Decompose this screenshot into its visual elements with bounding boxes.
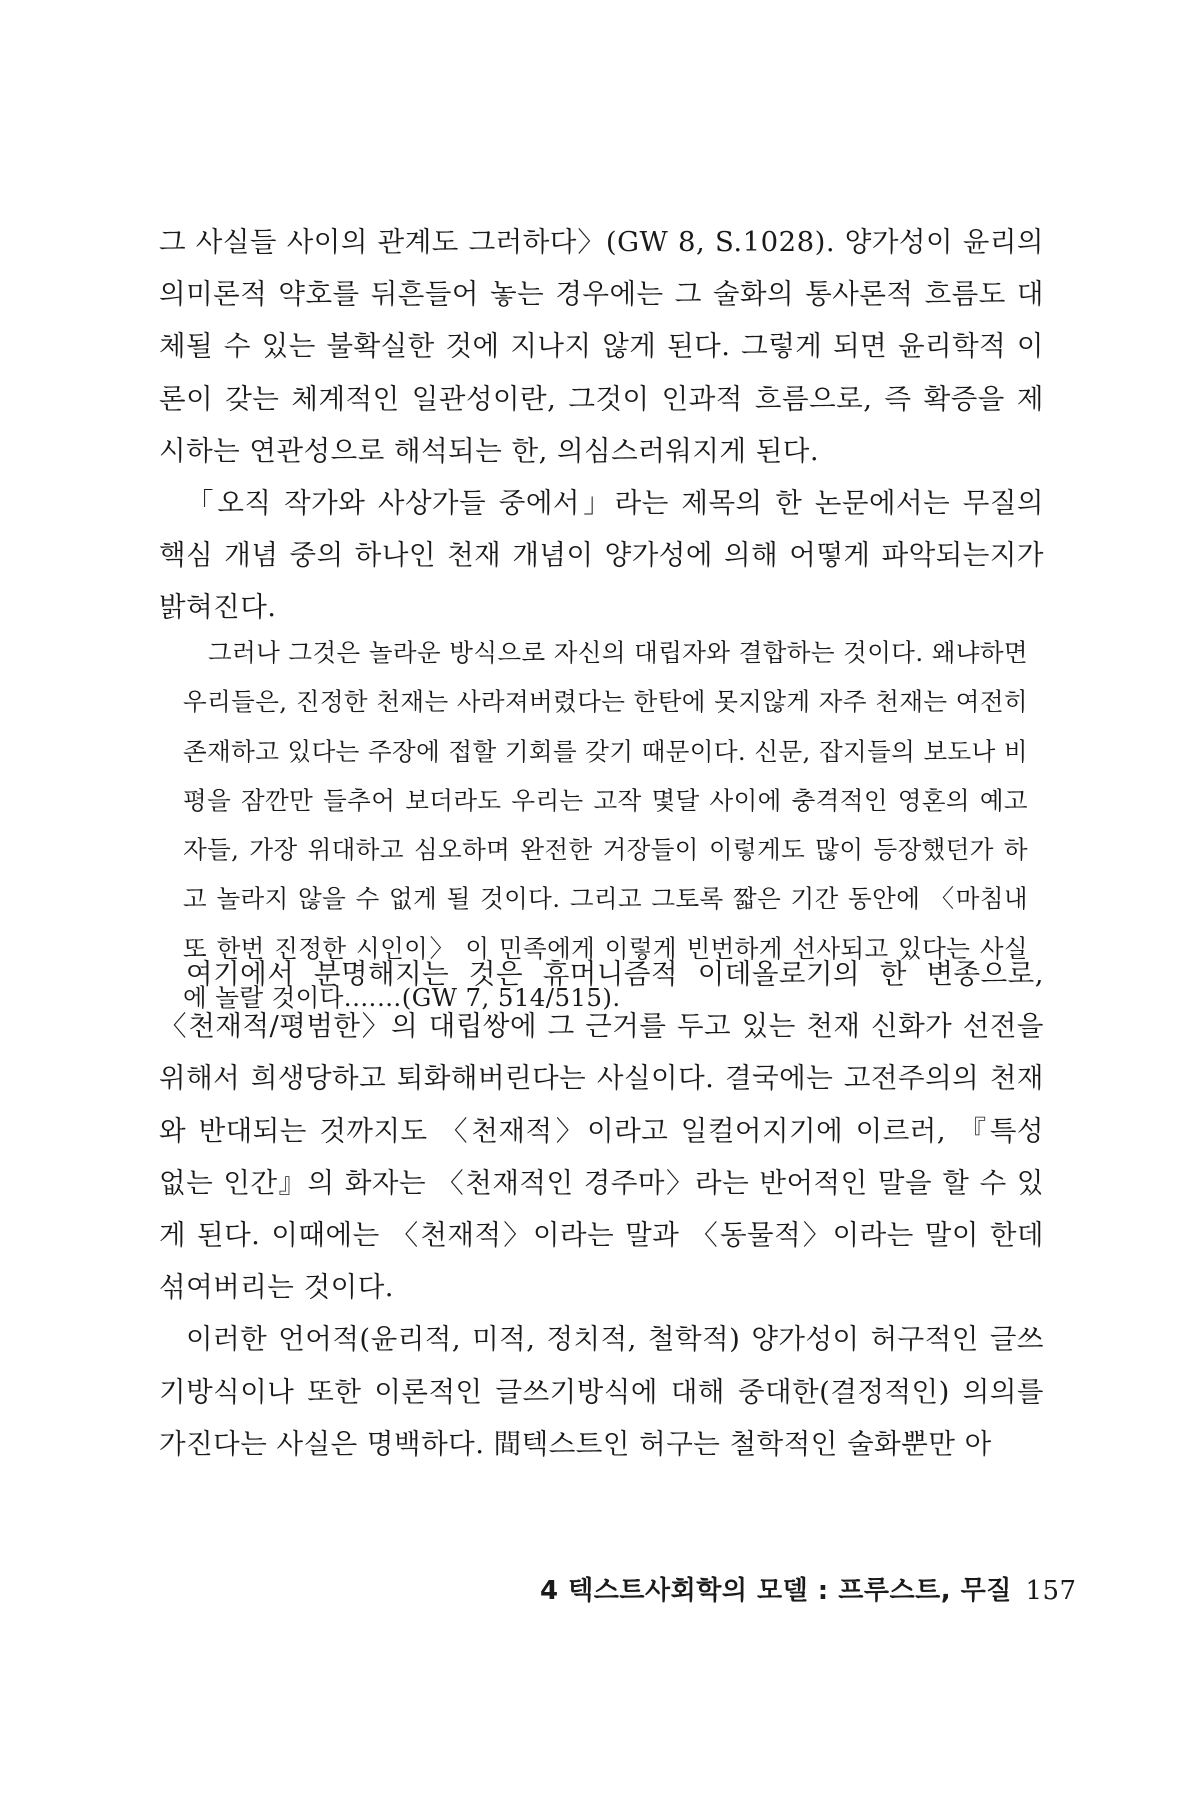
body-text-bottom [159,948,1044,1470]
body-text-top [159,216,1044,634]
page-number: 157 [1025,1576,1077,1606]
body-paragraph: 여기에서 분명해지는 것은 휴머니즘적 이데올로기의 한 변종으로, 〈천재적/평범한〉의 대립쌍에 그 근거를 두고 있는 천재 신화가 선전을 위해서 희생당하고 퇴화해버린다는 사실이다. 결국에는 고전주의의 천재와 반대되는 것까지도 〈천재적〉이라고 일컬어지기에 이르러, 『특성 없는 인간』의 화자는 〈천재적인 경주마〉라는 반어적인 말을 할 수 있게 된다. 이때에는 〈천재적〉이라는 말과 〈동물적〉이라는 말이 한데 섞여버리는 것이다. [159,958,1044,1304]
body-paragraph: 「오직 작가와 사상가들 중에서」라는 제목의 한 논문에서는 무질의 핵심 개념 중의 하나인 천재 개념이 양가성에 의해 어떻게 파악되는지가 밝혀진다. [159,487,1044,624]
quote-paragraph: 그러나 그것은 놀라운 방식으로 자신의 대립자와 결합하는 것이다. 왜냐하면 우리들은, 진정한 천재는 사라져버렸다는 한탄에 못지않게 자주 천재는 여전히 존재하고 있다는 주장에 접할 기회를 갖기 때문이다. 신문, 잡지들의 보도나 비평을 잠깐만 들추어 보더라도 우리는 고작 몇달 사이에 충격적인 영혼의 예고자들, 가장 위대하고 심오하며 완전한 거장들이 이렇게도 많이 등장했던가 하고 놀라지 않을 수 없게 될 것이다. 그리고 그토록 짧은 기간 동안에 〈마침내 또 한번 진정한 시인이〉 이 민족에게 이렇게 빈번하게 선사되고 있다는 사실에 놀랄 것이다.……(GW 7, 514/515). [183,638,1028,1013]
running-footer [540,1570,1077,1607]
running-title: 4 텍스트사회학의 모델 : 프루스트, 무질 [540,1576,1012,1606]
body-paragraph: 그 사실들 사이의 관계도 그러하다〉(GW 8, S.1028). 양가성이 윤리의 의미론적 약호를 뒤흔들어 놓는 경우에는 그 술화의 통사론적 흐름도 대체될 수 있는 불확실한 것에 지나지 않게 된다. 그렇게 되면 윤리학적 이론이 갖는 체계적인 일관성이란, 그것이 인과적 흐름으로, 즉 확증을 제시하는 연관성으로 해석되는 한, 의심스러워지게 된다. [159,226,1044,467]
body-paragraph: 이러한 언어적(윤리적, 미적, 정치적, 철학적) 양가성이 허구적인 글쓰기방식이나 또한 이론적인 글쓰기방식에 대해 중대한(결정적인) 의의를 가진다는 사실은 명백하다. 間텍스트인 허구는 철학적인 술화뿐만 아 [159,1323,1044,1460]
